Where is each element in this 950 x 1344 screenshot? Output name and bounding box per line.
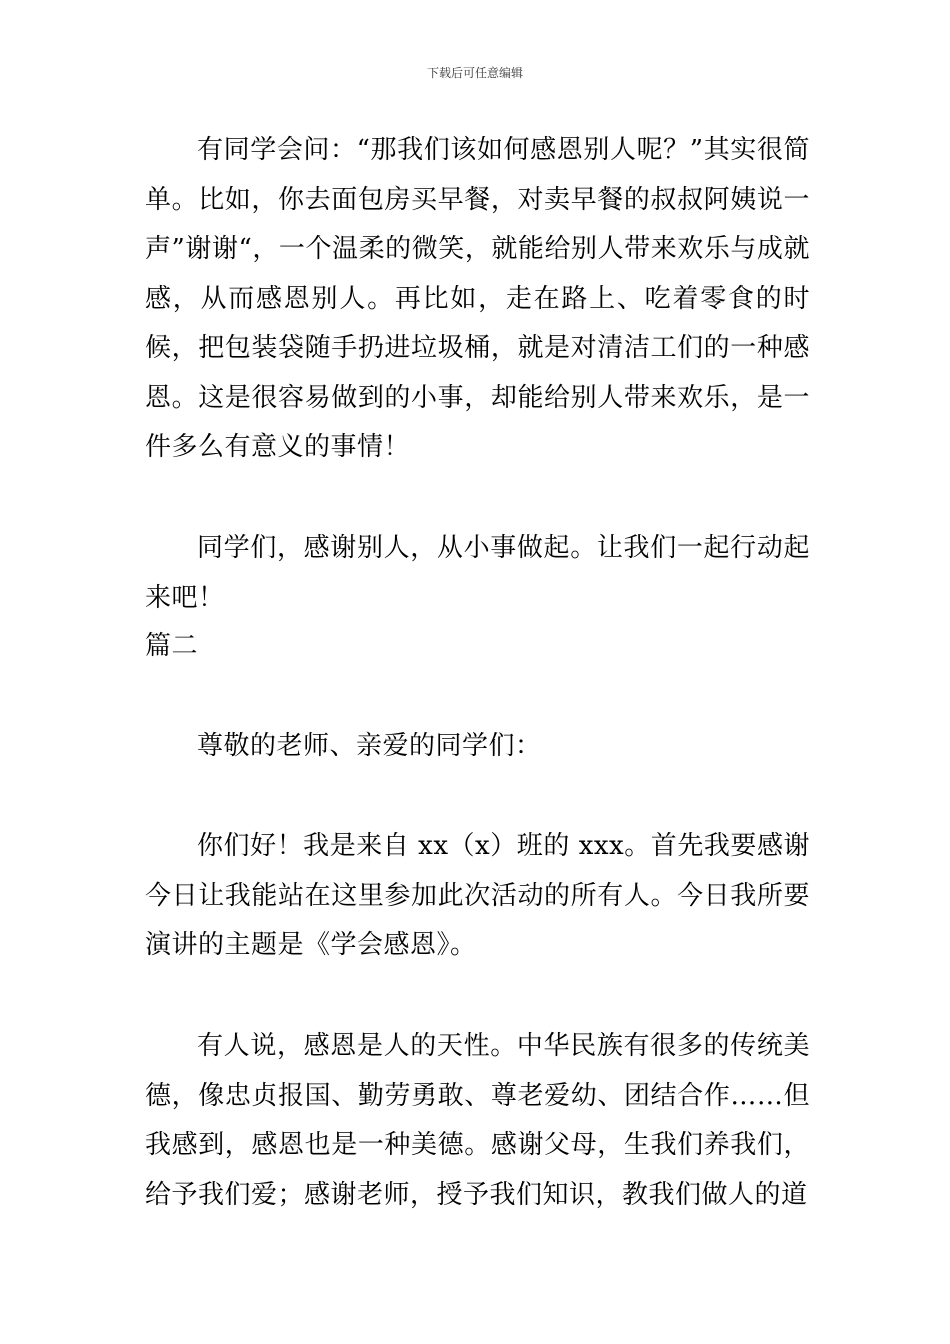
paragraph-gratitude-virtue: [145, 1022, 810, 1220]
paragraph-text: 同学们，感谢别人，从小事做起。让我们一起行动起来吧！: [145, 533, 810, 613]
paragraph-text: 你们好！我是来自 xx（x）班的 xxx。首先我要感谢今日让我能站在这里参加此次活动的所有人。今日我所要演讲的主题是《学会感恩》。: [145, 831, 810, 960]
section-heading-text: 篇二: [145, 631, 199, 661]
paragraph-introduction: [145, 822, 810, 971]
paragraph-how-to-be-grateful: [145, 126, 810, 473]
section-heading: [145, 622, 810, 672]
paragraph-call-to-action: [145, 524, 810, 623]
page-header-note: 下载后可任意编辑: [426, 66, 523, 80]
paragraph-text: 尊敬的老师、亲爱的同学们：: [197, 731, 542, 761]
paragraph-salutation: [145, 722, 810, 772]
paragraph-text: 有同学会问：“那我们该如何感恩别人呢？”其实很简单。比如，你去面包房买早餐，对卖早餐的叔叔阿姨说一声”谢谢“，一个温柔的微笑，就能给别人带来欢乐与成就感，从而感恩别人。再比如，走在路上、吃着零食的时候，把包装袋随手扔进垃圾桶，就是对清洁工们的一种感恩。这是很容易做到的小事，却能给别人带来欢乐，是一件多么有意义的事情！: [145, 135, 810, 462]
paragraph-text: 有人说，感恩是人的天性。中华民族有很多的传统美德，像忠贞报国、勤劳勇敢、尊老爱幼、团结合作……但我感到，感恩也是一种美德。感谢父母，生我们养我们，给予我们爱；感谢老师，授予我们知识，教我们做人的道: [145, 1031, 810, 1210]
